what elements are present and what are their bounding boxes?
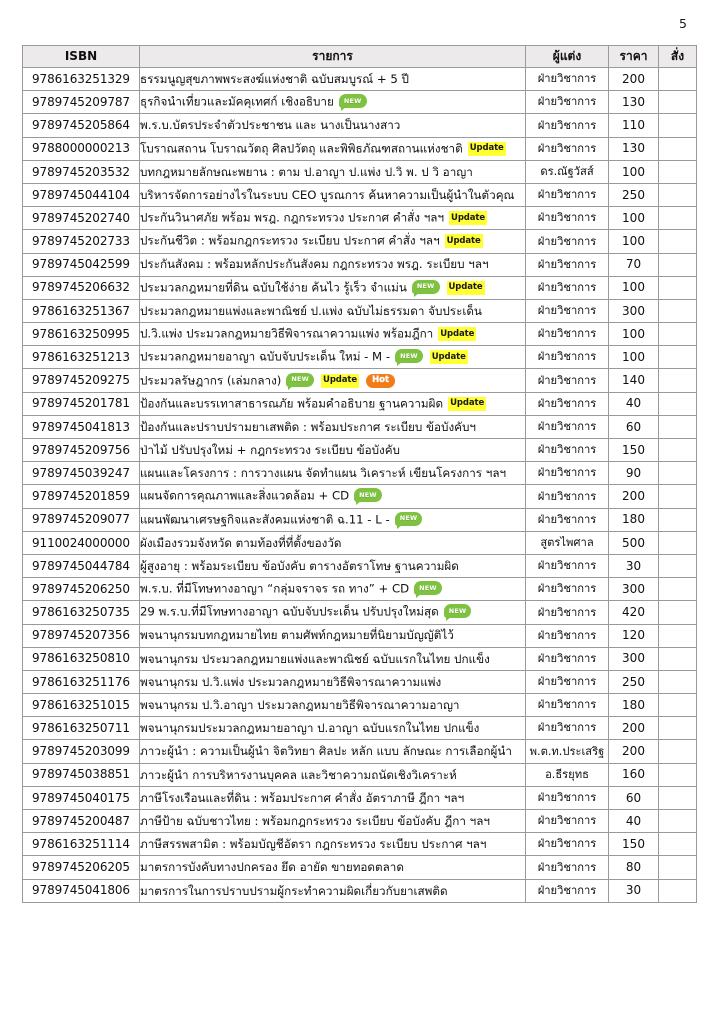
cell-title (140, 207, 526, 230)
cell-author: ฝ่ายวิชาการ (526, 462, 609, 485)
cell-title (140, 299, 526, 322)
cell-order-quantity[interactable] (659, 833, 697, 856)
cell-order-quantity[interactable] (659, 717, 697, 740)
book-title-text: ธรรมนูญสุขภาพพระสงฆ์แห่งชาติ ฉบับสมบูรณ์ + 5 ปี (140, 71, 409, 86)
cell-author: ฝ่ายวิชาการ (526, 230, 609, 253)
book-title-text: พจนานุกรม ประมวลกฎหมายแพ่งและพาณิชย์ ฉบับแรกในไทย ปกแข็ง (140, 651, 490, 666)
cell-title (140, 137, 526, 160)
table-row (23, 531, 697, 554)
table-row (23, 810, 697, 833)
cell-author: ฝ่ายวิชาการ (526, 856, 609, 879)
cell-isbn: 9786163250711 (23, 717, 140, 740)
table-row (23, 183, 697, 206)
update-badge: Update (468, 142, 506, 156)
cell-title (140, 531, 526, 554)
update-badge: Update (449, 211, 487, 225)
cell-isbn: 9789745209787 (23, 91, 140, 114)
table-body (23, 68, 697, 903)
book-title-text: ภาษีป้าย ฉบับชาวไทย : พร้อมกฎกระทรวง ระเบียบ ข้อบังคับ ฎีกา ฯลฯ (140, 813, 490, 828)
new-badge: NEW (412, 280, 440, 294)
cell-isbn: 9786163251176 (23, 670, 140, 693)
cell-title (140, 323, 526, 346)
table-row (23, 415, 697, 438)
table-row (23, 160, 697, 183)
cell-isbn: 9786163250810 (23, 647, 140, 670)
book-title-text: ผู้สูงอายุ : พร้อมระเบียบ ข้อบังคับ ตารางอัตราโทษ ฐานความผิด (140, 558, 459, 573)
cell-author: ฝ่ายวิชาการ (526, 439, 609, 462)
new-badge: NEW (414, 581, 442, 595)
cell-title (140, 508, 526, 531)
book-title-text: ภาวะผู้นำ การบริหารงานบุคคล และวิชาความถนัดเชิงวิเคราะห์ (140, 767, 457, 782)
cell-isbn: 9789745041806 (23, 879, 140, 902)
cell-title (140, 91, 526, 114)
cell-isbn: 9789745042599 (23, 253, 140, 276)
update-badge: Update (321, 374, 359, 388)
cell-author: ฝ่ายวิชาการ (526, 392, 609, 415)
cell-author: ฝ่ายวิชาการ (526, 68, 609, 91)
cell-order-quantity[interactable] (659, 462, 697, 485)
table-row (23, 253, 697, 276)
table-row (23, 346, 697, 369)
cell-isbn: 9786163251213 (23, 346, 140, 369)
update-badge: Update (438, 327, 476, 341)
book-title-text: ประมวลกฎหมายที่ดิน ฉบับใช้ง่าย ค้นไว รู้เร็ว จำแม่น (140, 280, 407, 295)
cell-author: ฝ่ายวิชาการ (526, 670, 609, 693)
cell-author: ฝ่ายวิชาการ (526, 114, 609, 137)
cell-isbn: 9789745207356 (23, 624, 140, 647)
new-badge: NEW (339, 94, 367, 108)
cell-title (140, 601, 526, 624)
cell-isbn: 9789745038851 (23, 763, 140, 786)
cell-order-quantity[interactable] (659, 183, 697, 206)
cell-price: 300 (609, 299, 659, 322)
cell-author: ฝ่ายวิชาการ (526, 786, 609, 809)
cell-isbn: 9789745206632 (23, 276, 140, 299)
cell-isbn: 9789745201781 (23, 392, 140, 415)
cell-isbn: 9786163251329 (23, 68, 140, 91)
cell-isbn: 9789745041813 (23, 415, 140, 438)
cell-author: ฝ่ายวิชาการ (526, 137, 609, 160)
cell-author: ฝ่ายวิชาการ (526, 833, 609, 856)
cell-author: ดร.ณัฐวัสส์ (526, 160, 609, 183)
table-row (23, 323, 697, 346)
cell-price: 110 (609, 114, 659, 137)
cell-title (140, 647, 526, 670)
book-title-text: ภาษีสรรพสามิต : พร้อมบัญชีอัตรา กฎกระทรวง ระเบียบ ประกาศ ฯลฯ (140, 837, 487, 852)
new-badge: NEW (354, 488, 382, 502)
update-badge: Update (430, 350, 468, 364)
cell-order-quantity[interactable] (659, 485, 697, 508)
cell-price: 250 (609, 670, 659, 693)
cell-price: 100 (609, 276, 659, 299)
table-row (23, 462, 697, 485)
cell-title (140, 485, 526, 508)
table-row (23, 740, 697, 763)
cell-isbn: 9789745202740 (23, 207, 140, 230)
cell-price: 300 (609, 647, 659, 670)
book-catalog-table (22, 45, 697, 903)
cell-title (140, 694, 526, 717)
table-row (23, 833, 697, 856)
cell-isbn: 9789745206205 (23, 856, 140, 879)
new-badge: NEW (444, 604, 472, 618)
cell-order-quantity[interactable] (659, 810, 697, 833)
cell-price: 120 (609, 624, 659, 647)
cell-author: ฝ่ายวิชาการ (526, 578, 609, 601)
cell-title (140, 810, 526, 833)
cell-title (140, 160, 526, 183)
cell-order-quantity[interactable] (659, 856, 697, 879)
cell-price: 40 (609, 810, 659, 833)
cell-price: 200 (609, 717, 659, 740)
cell-author: ฝ่ายวิชาการ (526, 694, 609, 717)
cell-order-quantity[interactable] (659, 323, 697, 346)
cell-price: 200 (609, 485, 659, 508)
cell-author: ฝ่ายวิชาการ (526, 624, 609, 647)
book-title-text: บริหารจัดการอย่างไรในระบบ CEO บูรณการ ค้นหาความเป็นผู้นำในตัวคุณ (140, 187, 515, 202)
cell-price: 200 (609, 740, 659, 763)
book-title-text: ประกันวินาศภัย พร้อม พรฎ. กฎกระทรวง ประกาศ คำสั่ง ฯลฯ (140, 210, 445, 225)
cell-order-quantity[interactable] (659, 763, 697, 786)
book-title-text: ประกันสังคม : พร้อมหลักประกันสังคม กฎกระทรวง พรฎ. ระเบียบ ฯลฯ (140, 257, 489, 272)
new-badge: NEW (395, 349, 423, 363)
table-row (23, 717, 697, 740)
cell-isbn: 9786163250735 (23, 601, 140, 624)
cell-author: ฝ่ายวิชาการ (526, 183, 609, 206)
cell-isbn: 9789745044104 (23, 183, 140, 206)
cell-title (140, 833, 526, 856)
page-number: 5 (679, 16, 687, 31)
cell-price: 90 (609, 462, 659, 485)
cell-isbn: 9789745040175 (23, 786, 140, 809)
cell-order-quantity[interactable] (659, 230, 697, 253)
table-row (23, 392, 697, 415)
cell-author: ฝ่ายวิชาการ (526, 207, 609, 230)
cell-title (140, 415, 526, 438)
book-title-text: ป้องกันและบรรเทาสาธารณภัย พร้อมคำอธิบาย ฐานความผิด (140, 396, 444, 411)
cell-order-quantity[interactable] (659, 369, 697, 392)
book-title-text: ป.วิ.แพ่ง ประมวลกฎหมายวิธีพิจารณาความแพ่ง พร้อมฎีกา (140, 326, 434, 341)
cell-author: ฝ่ายวิชาการ (526, 323, 609, 346)
book-title-text: 29 พ.ร.บ.ที่มีโทษทางอาญา ฉบับจับประเด็น ปรับปรุงใหม่สุด (140, 604, 439, 619)
cell-title (140, 717, 526, 740)
cell-author: ฝ่ายวิชาการ (526, 369, 609, 392)
book-title-text: มาตรการในการปราบปรามผู้กระทำความผิดเกี่ยวกับยาเสพติด (140, 883, 448, 898)
cell-price: 100 (609, 160, 659, 183)
new-badge: NEW (286, 373, 314, 387)
cell-isbn: 9789745039247 (23, 462, 140, 485)
cell-order-quantity[interactable] (659, 114, 697, 137)
cell-order-quantity[interactable] (659, 624, 697, 647)
cell-isbn: 9789745206250 (23, 578, 140, 601)
table-row (23, 91, 697, 114)
cell-title (140, 462, 526, 485)
cell-isbn: 9789745209275 (23, 369, 140, 392)
cell-order-quantity[interactable] (659, 508, 697, 531)
cell-title (140, 554, 526, 577)
table-header-row (23, 46, 697, 68)
cell-isbn: 9789745209756 (23, 439, 140, 462)
book-title-text: ประมวลกฎหมายอาญา ฉบับจับประเด็น ใหม่ - M - (140, 349, 391, 364)
cell-author: สูตรไพศาล (526, 531, 609, 554)
cell-order-quantity[interactable] (659, 554, 697, 577)
book-title-text: ภาษีโรงเรือนและที่ดิน : พร้อมประกาศ คำสั่ง อัตราภาษี ฎีกา ฯลฯ (140, 790, 465, 805)
cell-price: 30 (609, 554, 659, 577)
cell-author: อ.ธีรยุทธ (526, 763, 609, 786)
cell-title (140, 392, 526, 415)
table-row (23, 879, 697, 902)
cell-price: 60 (609, 786, 659, 809)
table-row (23, 786, 697, 809)
book-title-text: ป่าไม้ ปรับปรุงใหม่ + กฎกระทรวง ระเบียบ ข้อบังคับ (140, 442, 400, 457)
book-title-text: พ.ร.บ.บัตรประจำตัวประชาชน และ นางเป็นนางสาว (140, 118, 401, 133)
cell-isbn: 9789745209077 (23, 508, 140, 531)
cell-isbn: 9788000000213 (23, 137, 140, 160)
cell-title (140, 253, 526, 276)
cell-title (140, 879, 526, 902)
table-header (23, 46, 697, 68)
column-header-author: ผู้แต่ง (526, 46, 609, 68)
book-title-text: แผนจัดการคุณภาพและสิ่งแวดล้อม + CD (140, 488, 350, 503)
cell-title (140, 276, 526, 299)
new-badge: NEW (395, 512, 423, 526)
cell-order-quantity[interactable] (659, 91, 697, 114)
cell-title (140, 183, 526, 206)
cell-title (140, 369, 526, 392)
cell-order-quantity[interactable] (659, 694, 697, 717)
cell-author: ฝ่ายวิชาการ (526, 647, 609, 670)
cell-title (140, 786, 526, 809)
book-title-text: แผนพัฒนาเศรษฐกิจและสังคมแห่งชาติ ฉ.11 - L - (140, 512, 390, 527)
cell-order-quantity[interactable] (659, 439, 697, 462)
table-row (23, 508, 697, 531)
cell-order-quantity[interactable] (659, 160, 697, 183)
cell-author: ฝ่ายวิชาการ (526, 554, 609, 577)
cell-order-quantity[interactable] (659, 531, 697, 554)
cell-price: 200 (609, 68, 659, 91)
table-row (23, 763, 697, 786)
cell-price: 160 (609, 763, 659, 786)
cell-order-quantity[interactable] (659, 879, 697, 902)
cell-author: ฝ่ายวิชาการ (526, 346, 609, 369)
cell-title (140, 439, 526, 462)
table-row (23, 647, 697, 670)
cell-title (140, 763, 526, 786)
cell-price: 250 (609, 183, 659, 206)
cell-isbn: 9789745203099 (23, 740, 140, 763)
cell-order-quantity[interactable] (659, 299, 697, 322)
cell-author: ฝ่ายวิชาการ (526, 415, 609, 438)
book-title-text: บทกฎหมายลักษณะพยาน : ตาม ป.อาญา ป.แพ่ง ป.วิ พ. ป วิ อาญา (140, 164, 473, 179)
cell-isbn: 9786163250995 (23, 323, 140, 346)
cell-title (140, 578, 526, 601)
cell-isbn: 9110024000000 (23, 531, 140, 554)
table-row (23, 856, 697, 879)
cell-isbn: 9789745200487 (23, 810, 140, 833)
table-row (23, 137, 697, 160)
table-row (23, 230, 697, 253)
cell-author: ฝ่ายวิชาการ (526, 299, 609, 322)
table-row (23, 601, 697, 624)
cell-order-quantity[interactable] (659, 207, 697, 230)
table-row (23, 485, 697, 508)
cell-price: 150 (609, 439, 659, 462)
table-row (23, 624, 697, 647)
cell-price: 150 (609, 833, 659, 856)
cell-isbn: 9789745202733 (23, 230, 140, 253)
cell-title (140, 670, 526, 693)
book-title-text: ป้องกันและปราบปรามยาเสพติด : พร้อมประกาศ ระเบียบ ข้อบังคับฯ (140, 419, 476, 434)
cell-price: 420 (609, 601, 659, 624)
cell-price: 140 (609, 369, 659, 392)
cell-order-quantity[interactable] (659, 786, 697, 809)
cell-price: 100 (609, 346, 659, 369)
book-title-text: โบราณสถาน โบราณวัตถุ ศิลปวัตถุ และพิพิธภัณฑสถานแห่งชาติ (140, 141, 463, 156)
table-row (23, 114, 697, 137)
cell-price: 130 (609, 91, 659, 114)
cell-title (140, 740, 526, 763)
table-row (23, 68, 697, 91)
cell-price: 130 (609, 137, 659, 160)
update-badge: Update (445, 234, 483, 248)
book-title-text: มาตรการบังคับทางปกครอง ยึด อายัด ขายทอดตลาด (140, 860, 404, 875)
table-row (23, 578, 697, 601)
cell-title (140, 856, 526, 879)
cell-author: พ.ต.ท.ประเสริฐ (526, 740, 609, 763)
cell-author: ฝ่ายวิชาการ (526, 276, 609, 299)
cell-price: 180 (609, 508, 659, 531)
book-title-text: ประมวลกฎหมายแพ่งและพาณิชย์ ป.แพ่ง ฉบับไม่ธรรมดา จับประเด็น (140, 303, 482, 318)
book-title-text: พ.ร.บ. ที่มีโทษทางอาญา “กลุ่มจราจร รถ ทาง” + CD (140, 581, 410, 596)
cell-price: 30 (609, 879, 659, 902)
book-title-text: ประกันชีวิต : พร้อมกฎกระทรวง ระเบียบ ประกาศ คำสั่ง ฯลฯ (140, 233, 440, 248)
cell-title (140, 230, 526, 253)
cell-order-quantity[interactable] (659, 253, 697, 276)
hot-badge: Hot (366, 374, 395, 388)
book-title-text: ประมวลรัษฎากร (เล่มกลาง) (140, 373, 282, 388)
book-title-text: ธุรกิจนำเที่ยวและมัคคุเทศก์ เชิงอธิบาย (140, 94, 334, 109)
cell-title (140, 346, 526, 369)
cell-price: 60 (609, 415, 659, 438)
cell-order-quantity[interactable] (659, 346, 697, 369)
table-row (23, 670, 697, 693)
table-row (23, 554, 697, 577)
book-title-text: ผังเมืองรวมจังหวัด ตามท้องที่ที่ตั้งของวัด (140, 535, 342, 550)
table-row (23, 694, 697, 717)
book-title-text: พจนานุกรม ป.วิ.อาญา ประมวลกฎหมายวิธีพิจารณาความอาญา (140, 698, 460, 713)
cell-price: 100 (609, 323, 659, 346)
cell-author: ฝ่ายวิชาการ (526, 508, 609, 531)
cell-price: 500 (609, 531, 659, 554)
cell-isbn: 9789745201859 (23, 485, 140, 508)
cell-order-quantity[interactable] (659, 68, 697, 91)
cell-price: 40 (609, 392, 659, 415)
update-badge: Update (447, 281, 485, 295)
cell-price: 100 (609, 230, 659, 253)
cell-order-quantity[interactable] (659, 670, 697, 693)
book-title-text: พจนานุกรมประมวลกฎหมายอาญา ป.อาญา ฉบับแรกในไทย ปกแข็ง (140, 721, 480, 736)
cell-author: ฝ่ายวิชาการ (526, 717, 609, 740)
cell-order-quantity[interactable] (659, 137, 697, 160)
cell-isbn: 9786163251015 (23, 694, 140, 717)
book-title-text: พจนานุกรม ป.วิ.แพ่ง ประมวลกฎหมายวิธีพิจารณาความแพ่ง (140, 674, 442, 689)
book-catalog-table-container (22, 45, 696, 903)
cell-order-quantity[interactable] (659, 392, 697, 415)
cell-order-quantity[interactable] (659, 276, 697, 299)
book-title-text: ภาวะผู้นำ : ความเป็นผู้นำ จิตวิทยา ศิลปะ หลัก แบบ ลักษณะ การเลือกผู้นำ (140, 744, 512, 759)
cell-order-quantity[interactable] (659, 647, 697, 670)
table-row (23, 369, 697, 392)
column-header-title: รายการ (140, 46, 526, 68)
cell-isbn: 9789745044784 (23, 554, 140, 577)
cell-author: ฝ่ายวิชาการ (526, 810, 609, 833)
cell-author: ฝ่ายวิชาการ (526, 879, 609, 902)
table-row (23, 207, 697, 230)
column-header-price: ราคา (609, 46, 659, 68)
cell-isbn: 9789745203532 (23, 160, 140, 183)
cell-order-quantity[interactable] (659, 578, 697, 601)
cell-order-quantity[interactable] (659, 740, 697, 763)
book-title-text: พจนานุกรมบทกฎหมายไทย ตามศัพท์กฎหมายที่นิยามบัญญัติไว้ (140, 628, 454, 643)
cell-title (140, 114, 526, 137)
cell-author: ฝ่ายวิชาการ (526, 601, 609, 624)
update-badge: Update (448, 397, 486, 411)
cell-author: ฝ่ายวิชาการ (526, 485, 609, 508)
table-row (23, 276, 697, 299)
cell-price: 100 (609, 207, 659, 230)
column-header-order: สั่ง (659, 46, 697, 68)
cell-isbn: 9786163251114 (23, 833, 140, 856)
cell-title (140, 624, 526, 647)
table-row (23, 299, 697, 322)
cell-order-quantity[interactable] (659, 415, 697, 438)
cell-price: 80 (609, 856, 659, 879)
cell-price: 300 (609, 578, 659, 601)
cell-isbn: 9789745205864 (23, 114, 140, 137)
cell-author: ฝ่ายวิชาการ (526, 253, 609, 276)
cell-order-quantity[interactable] (659, 601, 697, 624)
cell-price: 70 (609, 253, 659, 276)
cell-price: 180 (609, 694, 659, 717)
book-title-text: แผนและโครงการ : การวางแผน จัดทำแผน วิเคราะห์ เขียนโครงการ ฯลฯ (140, 466, 507, 481)
column-header-isbn: ISBN (23, 46, 140, 68)
cell-title (140, 68, 526, 91)
cell-author: ฝ่ายวิชาการ (526, 91, 609, 114)
cell-isbn: 9786163251367 (23, 299, 140, 322)
table-row (23, 439, 697, 462)
